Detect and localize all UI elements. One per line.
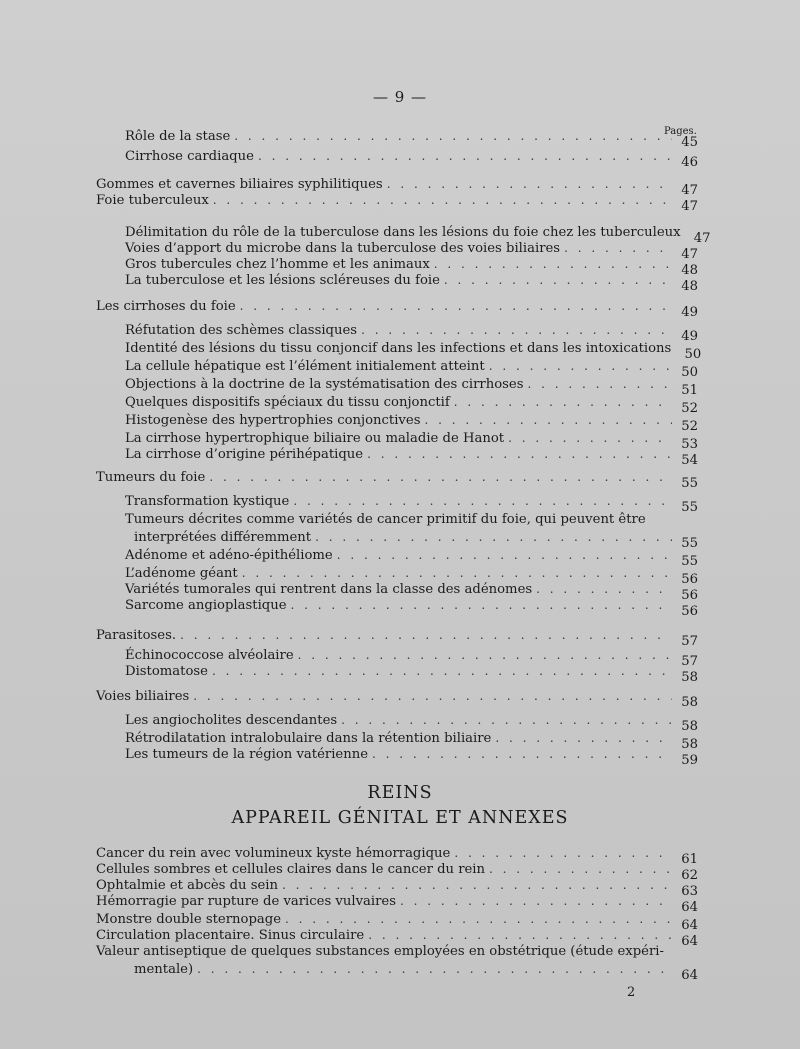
toc-entry-title: Tumeurs décrites comme variétés de cancer primitif du foie, qui peuvent être — [125, 512, 646, 527]
toc-entry-title: Valeur antiseptique de quelques substances employées en obstétrique (étude expéri- — [96, 944, 664, 959]
toc-entry — [125, 581, 698, 603]
toc-entry-page: 58 — [681, 737, 698, 752]
toc-entry — [96, 469, 698, 491]
toc-entry-page: 55 — [681, 500, 698, 515]
toc-entry-title: Histogenèse des hypertrophies conjonctives — [125, 413, 421, 428]
toc-entry — [125, 224, 711, 246]
toc-entry — [125, 712, 698, 734]
toc-entry-title: Parasitoses. — [96, 628, 177, 643]
dot-leader — [372, 746, 672, 763]
toc-entry-page: 52 — [681, 401, 698, 416]
toc-entry-title: interprétées différemment — [134, 530, 312, 545]
dot-leader — [454, 845, 672, 862]
dot-leader — [234, 128, 672, 145]
toc-entry-title: La cirrhose d’origine périhépatique — [125, 447, 364, 462]
toc-entry — [125, 358, 698, 380]
toc-entry — [96, 176, 698, 198]
toc-entry-page: 50 — [681, 365, 698, 380]
toc-entry-title: Tumeurs du foie — [96, 470, 206, 485]
toc-entry-title: Transformation kystique — [125, 494, 290, 509]
toc-entry-title: Délimitation du rôle de la tuberculose dans les lésions du foie chez les tuberculeux — [125, 225, 681, 240]
toc-entry-title: L’adénome géant — [125, 566, 238, 581]
toc-entry — [125, 511, 698, 528]
toc-entry-title: Voies biliaires — [96, 689, 190, 704]
dot-leader — [444, 272, 672, 289]
section-heading-reins: REINS — [367, 783, 433, 803]
toc-entry — [125, 148, 698, 170]
toc-entry-title: Hémorragie par rupture de varices vulvaires — [96, 894, 396, 909]
toc-entry-page: 64 — [681, 900, 698, 915]
toc-entry-title: Réfutation des schèmes classiques — [125, 323, 358, 338]
pages-column-label: Pages. — [664, 126, 697, 137]
toc-entry — [125, 128, 698, 150]
toc-entry — [125, 256, 698, 278]
toc-entry-page: 47 — [681, 199, 698, 214]
toc-entry-page: 54 — [681, 453, 698, 468]
dot-leader — [209, 469, 672, 486]
toc-entry-page: 62 — [681, 868, 698, 883]
toc-entry-title: Les tumeurs de la région vatérienne — [125, 747, 369, 762]
toc-entry — [96, 688, 698, 710]
toc-entry — [125, 446, 698, 468]
dot-leader — [387, 176, 672, 193]
toc-entry-page: 55 — [681, 476, 698, 491]
toc-entry-page: 64 — [681, 968, 698, 983]
dot-leader — [213, 192, 672, 209]
toc-entry — [134, 529, 698, 551]
toc-entry — [125, 647, 698, 669]
dot-leader — [368, 927, 672, 944]
toc-entry-title: Rôle de la stase — [125, 129, 231, 144]
toc-entry-title: Sarcome angioplastique — [125, 598, 287, 613]
toc-entry-title: Les cirrhoses du foie — [96, 299, 236, 314]
dot-leader — [293, 493, 672, 510]
dot-leader — [367, 446, 672, 463]
toc-entry-title: Identité des lésions du tissu conjoncif dans les infections et dans les intoxications — [125, 341, 672, 356]
toc-entry-title: La cirrhose hypertrophique biliaire ou maladie de Hanot — [125, 431, 505, 446]
dot-leader — [536, 581, 672, 598]
toc-entry-page: 49 — [681, 329, 698, 344]
toc-entry — [125, 272, 698, 294]
toc-entry-title: Cirrhose cardiaque — [125, 149, 254, 164]
dot-leader — [434, 256, 672, 273]
dot-leader — [212, 663, 672, 680]
dot-leader — [528, 376, 673, 393]
dot-leader — [495, 730, 672, 747]
toc-entry-page: 47 — [681, 247, 698, 262]
toc-entry-title: Cellules sombres et cellules claires dans le cancer du rein — [96, 862, 486, 877]
toc-entry-title: Variétés tumorales qui rentrent dans la classe des adénomes — [125, 582, 533, 597]
dot-leader — [258, 148, 672, 165]
toc-entry — [96, 861, 698, 883]
toc-entry-page: 46 — [681, 155, 698, 170]
toc-entry-title: Quelques dispositifs spéciaux du tissu conjonctif — [125, 395, 450, 410]
section-heading-appareil-genital: APPAREIL GÉNITAL ET ANNEXES — [231, 808, 569, 828]
toc-entry — [96, 627, 698, 649]
toc-entry-title: mentale) — [134, 962, 194, 977]
dot-leader — [508, 430, 672, 447]
toc-entry-title: La tuberculose et les lésions scléreuses du foie — [125, 273, 440, 288]
toc-entry-title: Distomatose — [125, 664, 208, 679]
toc-entry-page: 56 — [681, 588, 698, 603]
toc-entry-title: Échinococcose alvéolaire — [125, 648, 294, 663]
toc-entry — [125, 565, 698, 587]
toc-entry-title: Les angiocholites descendantes — [125, 713, 338, 728]
dot-leader — [341, 712, 672, 729]
toc-entry — [125, 663, 698, 685]
toc-entry-page: 63 — [681, 884, 698, 899]
dot-leader — [424, 412, 672, 429]
toc-entry-title: Foie tuberculeux — [96, 193, 209, 208]
dot-leader — [489, 358, 672, 375]
toc-entry-page: 48 — [681, 279, 698, 294]
toc-entry — [96, 192, 698, 214]
toc-entry — [125, 430, 698, 452]
toc-entry-page: 57 — [681, 634, 698, 649]
dot-leader — [180, 627, 672, 644]
toc-entry — [125, 240, 698, 262]
toc-entry — [96, 927, 698, 949]
toc-entry — [125, 322, 698, 344]
toc-entry-page: 51 — [681, 383, 698, 398]
dot-leader — [240, 298, 672, 315]
dot-leader — [298, 647, 672, 664]
sheet-number: 2 — [627, 985, 636, 1000]
dot-leader — [361, 322, 672, 339]
toc-entry-title: Gommes et cavernes biliaires syphilitiques — [96, 177, 383, 192]
toc-entry — [125, 597, 698, 619]
toc-entry-page: 56 — [681, 572, 698, 587]
toc-entry-title: Adénome et adéno-épithéliome — [125, 548, 333, 563]
toc-entry-page: 57 — [681, 654, 698, 669]
dot-leader — [197, 961, 672, 978]
toc-entry — [96, 845, 698, 867]
toc-entry-page: 52 — [681, 419, 698, 434]
toc-entry-title: Ophtalmie et abcès du sein — [96, 878, 279, 893]
toc-entry-page: 58 — [681, 670, 698, 685]
toc-entry — [125, 376, 698, 398]
dot-leader — [193, 688, 672, 705]
toc-entry — [134, 961, 698, 983]
dot-leader — [564, 240, 672, 257]
toc-entry-title: Monstre double sternopage — [96, 912, 281, 927]
toc-entry-page: 58 — [681, 719, 698, 734]
toc-entry — [96, 298, 698, 320]
toc-entry-title: Gros tubercules chez l’homme et les animaux — [125, 257, 430, 272]
dot-leader — [337, 547, 672, 564]
toc-entry — [125, 493, 698, 515]
dot-leader — [282, 877, 672, 894]
toc-entry — [125, 547, 698, 569]
toc-entry-page: 64 — [681, 918, 698, 933]
dot-leader — [291, 597, 672, 614]
toc-entry-title: Cancer du rein avec volumineux kyste hémorragique — [96, 846, 451, 861]
toc-entry-title: La cellule hépatique est l’élément initialement atteint — [125, 359, 485, 374]
toc-entry — [125, 746, 698, 768]
toc-entry — [125, 730, 698, 752]
dot-leader — [454, 394, 672, 411]
toc-entry-title: Rétrodilatation intralobulaire dans la rétention biliaire — [125, 731, 492, 746]
dot-leader — [400, 893, 672, 910]
toc-entry-page: 64 — [681, 934, 698, 949]
toc-entry-page: 45 — [681, 135, 698, 150]
toc-entry-page: 48 — [681, 263, 698, 278]
toc-entry-page: 55 — [681, 554, 698, 569]
dot-leader — [285, 911, 672, 928]
toc-entry-title: Circulation placentaire. Sinus circulaire — [96, 928, 365, 943]
toc-entry-page: 47 — [681, 183, 698, 198]
toc-entry-page: 58 — [681, 695, 698, 710]
dot-leader — [489, 861, 672, 878]
toc-entry-page: 59 — [681, 753, 698, 768]
dot-leader — [242, 565, 672, 582]
dot-leader — [315, 529, 672, 546]
toc-entry-page: 50 — [684, 347, 702, 362]
toc-entry-page: 61 — [681, 852, 698, 867]
toc-entry — [96, 943, 698, 960]
toc-entry-title: Objections à la doctrine de la systématisation des cirrhoses — [125, 377, 524, 392]
toc-entry — [96, 911, 698, 933]
toc-entry — [125, 340, 702, 362]
toc-entry — [125, 394, 698, 416]
toc-entry-page: 47 — [693, 231, 711, 246]
toc-entry-page: 55 — [681, 536, 698, 551]
toc-entry — [96, 877, 698, 899]
toc-entry — [125, 412, 698, 434]
toc-entry-page: 49 — [681, 305, 698, 320]
toc-entry — [96, 893, 698, 915]
toc-entry-page: 53 — [681, 437, 698, 452]
page-number: — 9 — — [372, 88, 428, 106]
toc-entry-page: 56 — [681, 604, 698, 619]
toc-entry-title: Voies d’apport du microbe dans la tuberculose des voies biliaires — [125, 241, 561, 256]
